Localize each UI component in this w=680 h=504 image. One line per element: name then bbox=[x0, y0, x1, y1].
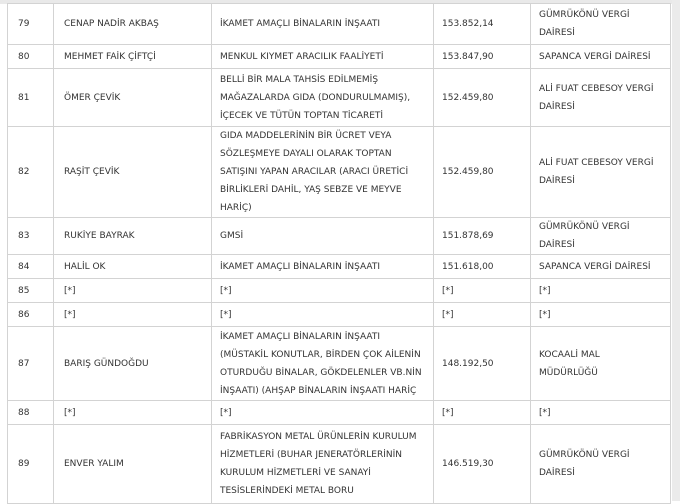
tax-office-cell-line: DAİRESİ bbox=[539, 240, 575, 250]
taxpayer-table-body bbox=[8, 4, 671, 504]
row-number-cell bbox=[8, 127, 54, 218]
tax-office-cell bbox=[531, 69, 671, 127]
row-number-cell-text: 86 bbox=[18, 309, 30, 320]
tax-office-cell-line: DAİRESİ bbox=[539, 468, 575, 478]
tax-office-cell bbox=[531, 255, 671, 279]
row-number-cell bbox=[8, 401, 54, 425]
vertical-scrollbar[interactable] bbox=[672, 0, 680, 501]
row-number-cell-text: 79 bbox=[18, 19, 30, 29]
tax-amount-cell bbox=[434, 255, 531, 279]
activity-cell-line: KURULUM HİZMETLERİ VE SANAYİ bbox=[220, 468, 371, 478]
row-number-cell bbox=[8, 45, 54, 69]
activity-cell-line: BELLİ BİR MALA TAHSİS EDİLMEMİŞ bbox=[220, 74, 379, 85]
taxpayer-name-cell bbox=[54, 255, 212, 279]
table-row bbox=[8, 127, 671, 218]
table-row bbox=[8, 218, 671, 255]
tax-amount-cell bbox=[434, 279, 531, 303]
activity-cell-line: [*] bbox=[220, 285, 232, 296]
row-number-cell-text: 80 bbox=[18, 51, 30, 62]
tax-amount-cell bbox=[434, 45, 531, 69]
taxpayer-name-cell-text: [*] bbox=[64, 285, 76, 296]
activity-cell-line: İÇECEK VE TÜTÜN TOPTAN TİCARETİ bbox=[220, 110, 384, 121]
activity-cell-line: İKAMET AMAÇLI BİNALARIN İNŞAATI bbox=[220, 19, 380, 29]
row-number-cell bbox=[8, 279, 54, 303]
activity-cell bbox=[212, 279, 434, 303]
tax-office-cell-line: [*] bbox=[539, 309, 551, 320]
tax-amount-cell-text: 152.459,80 bbox=[442, 92, 494, 103]
table-row bbox=[8, 69, 671, 127]
tax-amount-cell bbox=[434, 303, 531, 327]
activity-cell bbox=[212, 127, 434, 218]
tax-office-cell bbox=[531, 303, 671, 327]
tax-office-cell-line: KOCAALİ MAL bbox=[539, 349, 600, 360]
tax-amount-cell-text: 152.459,80 bbox=[442, 167, 494, 177]
row-number-cell-text: 88 bbox=[18, 407, 30, 418]
taxpayer-name-cell bbox=[54, 127, 212, 218]
activity-cell bbox=[212, 303, 434, 327]
tax-office-cell bbox=[531, 218, 671, 255]
activity-cell bbox=[212, 69, 434, 127]
tax-office-cell-line: ALİ FUAT CEBESOY VERGİ bbox=[539, 158, 654, 168]
table-row bbox=[8, 45, 671, 69]
row-number-cell-text: 89 bbox=[18, 459, 30, 469]
activity-cell-line: TESİSLERİNDEKİ METAL BORU bbox=[220, 486, 354, 496]
activity-cell-line: OTURDUĞU BİNALAR, GÖKDELENLER VB.NİN bbox=[220, 367, 422, 378]
tax-amount-cell-text: [*] bbox=[442, 285, 454, 296]
taxpayer-table bbox=[7, 3, 671, 504]
taxpayer-name-cell bbox=[54, 69, 212, 127]
taxpayer-name-cell bbox=[54, 327, 212, 401]
tax-amount-cell bbox=[434, 4, 531, 45]
tax-office-cell bbox=[531, 327, 671, 401]
tax-office-cell-line: [*] bbox=[539, 285, 551, 296]
taxpayer-name-cell-text: RUKİYE BAYRAK bbox=[64, 231, 135, 241]
tax-amount-cell-text: [*] bbox=[442, 407, 454, 418]
row-number-cell bbox=[8, 425, 54, 504]
taxpayer-name-cell-text: BARIŞ GÜNDOĞDU bbox=[64, 358, 149, 369]
tax-office-cell-line: SAPANCA VERGİ DAİRESİ bbox=[539, 261, 651, 272]
table-row bbox=[8, 255, 671, 279]
table-row bbox=[8, 279, 671, 303]
activity-cell bbox=[212, 255, 434, 279]
row-number-cell bbox=[8, 4, 54, 45]
row-number-cell-text: 81 bbox=[18, 92, 30, 103]
tax-office-cell-line: DAİRESİ bbox=[539, 101, 575, 112]
tax-amount-cell-text: 148.192,50 bbox=[442, 358, 494, 369]
tax-amount-cell bbox=[434, 69, 531, 127]
row-number-cell bbox=[8, 218, 54, 255]
tax-amount-cell bbox=[434, 425, 531, 504]
tax-amount-cell-text: [*] bbox=[442, 309, 454, 320]
row-number-cell-text: 84 bbox=[18, 261, 30, 272]
taxpayer-name-cell-text: HALİL OK bbox=[64, 261, 106, 272]
tax-office-cell bbox=[531, 279, 671, 303]
activity-cell bbox=[212, 45, 434, 69]
activity-cell-line: BİRLİKLERİ DAHİL, YAŞ SEBZE VE MEYVE bbox=[220, 185, 402, 195]
tax-office-cell-line: ALİ FUAT CEBESOY VERGİ bbox=[539, 83, 654, 94]
taxpayer-name-cell bbox=[54, 303, 212, 327]
tax-office-cell-line: GÜMRÜKÖNÜ VERGİ bbox=[539, 10, 630, 20]
tax-amount-cell bbox=[434, 327, 531, 401]
tax-office-cell-line: DAİRESİ bbox=[539, 176, 575, 186]
activity-cell bbox=[212, 401, 434, 425]
row-number-cell bbox=[8, 303, 54, 327]
row-number-cell-text: 85 bbox=[18, 285, 30, 296]
activity-cell bbox=[212, 4, 434, 45]
tax-amount-cell-text: 151.618,00 bbox=[442, 261, 494, 272]
row-number-cell-text: 82 bbox=[18, 167, 30, 177]
activity-cell-line: GMSİ bbox=[220, 231, 244, 241]
taxpayer-name-cell-text: [*] bbox=[64, 407, 76, 418]
row-number-cell-text: 87 bbox=[18, 358, 30, 369]
table-row bbox=[8, 425, 671, 504]
tax-office-cell-line: SAPANCA VERGİ DAİRESİ bbox=[539, 51, 651, 62]
activity-cell-line: [*] bbox=[220, 407, 232, 418]
activity-cell-line: [*] bbox=[220, 309, 232, 320]
taxpayer-name-cell-text: ENVER YALIM bbox=[64, 459, 124, 469]
activity-cell-line: MENKUL KIYMET ARACILIK FAALİYETİ bbox=[220, 51, 384, 62]
table-row bbox=[8, 303, 671, 327]
table-row bbox=[8, 327, 671, 401]
tax-amount-cell-text: 153.852,14 bbox=[442, 19, 494, 29]
taxpayer-name-cell bbox=[54, 45, 212, 69]
activity-cell bbox=[212, 425, 434, 504]
row-number-cell bbox=[8, 327, 54, 401]
taxpayer-name-cell-text: MEHMET FAİK ÇİFTÇİ bbox=[64, 51, 156, 62]
taxpayer-name-cell-text: ÖMER ÇEVİK bbox=[64, 92, 121, 103]
taxpayer-name-cell bbox=[54, 218, 212, 255]
row-number-cell bbox=[8, 69, 54, 127]
activity-cell-line: SÖZLEŞMEYE DAYALI OLARAK TOPTAN bbox=[220, 149, 392, 159]
taxpayer-name-cell bbox=[54, 425, 212, 504]
activity-cell-line: HARİÇ) bbox=[220, 203, 252, 213]
tax-office-cell-line: DAİRESİ bbox=[539, 28, 575, 38]
taxpayer-name-cell-text: CENAP NADİR AKBAŞ bbox=[64, 19, 159, 29]
tax-amount-cell bbox=[434, 401, 531, 425]
row-number-cell-text: 83 bbox=[18, 231, 30, 241]
activity-cell bbox=[212, 218, 434, 255]
activity-cell-line: İNŞAATI) (AHŞAP BİNALARIN İNŞAATI HARİÇ bbox=[220, 385, 417, 396]
tax-amount-cell bbox=[434, 127, 531, 218]
tax-amount-cell-text: 151.878,69 bbox=[442, 231, 494, 241]
tax-amount-cell-text: 153.847,90 bbox=[442, 51, 494, 62]
tax-office-cell-line: MÜDÜRLÜĞÜ bbox=[539, 367, 598, 378]
taxpayer-name-cell bbox=[54, 279, 212, 303]
activity-cell-line: GIDA MADDELERİNİN BİR ÜCRET VEYA bbox=[220, 131, 392, 141]
row-number-cell bbox=[8, 255, 54, 279]
tax-office-cell bbox=[531, 127, 671, 218]
tax-office-cell-line: GÜMRÜKÖNÜ VERGİ bbox=[539, 222, 630, 232]
activity-cell-line: İKAMET AMAÇLI BİNALARIN İNŞAATI bbox=[220, 331, 380, 342]
activity-cell-line: SATIŞINI YAPAN ARACILAR (ARACI ÜRETİCİ bbox=[220, 167, 409, 177]
activity-cell-line: MAĞAZALARDA GIDA (DONDURULMAMIŞ), bbox=[220, 92, 411, 103]
tax-office-cell bbox=[531, 45, 671, 69]
tax-office-cell bbox=[531, 425, 671, 504]
taxpayer-name-cell-text: [*] bbox=[64, 309, 76, 320]
tax-office-cell bbox=[531, 401, 671, 425]
taxpayer-name-cell-text: RAŞİT ÇEVİK bbox=[64, 167, 120, 177]
activity-cell-line: (MÜSTAKİL KONUTLAR, BİRDEN ÇOK AİLENİN bbox=[220, 349, 421, 360]
activity-cell-line: İKAMET AMAÇLI BİNALARIN İNŞAATI bbox=[220, 261, 380, 272]
activity-cell-line: FABRİKASYON METAL ÜRÜNLERİN KURULUM bbox=[220, 432, 417, 442]
taxpayer-name-cell bbox=[54, 4, 212, 45]
tax-amount-cell-text: 146.519,30 bbox=[442, 459, 494, 469]
activity-cell bbox=[212, 327, 434, 401]
table-row bbox=[8, 401, 671, 425]
tax-office-cell-line: GÜMRÜKÖNÜ VERGİ bbox=[539, 450, 630, 460]
tax-amount-cell bbox=[434, 218, 531, 255]
tax-office-cell-line: [*] bbox=[539, 407, 551, 418]
taxpayer-name-cell bbox=[54, 401, 212, 425]
activity-cell-line: HİZMETLERİ (BUHAR JENERATÖRLERİNİN bbox=[220, 450, 402, 460]
tax-office-cell bbox=[531, 4, 671, 45]
table-row bbox=[8, 4, 671, 45]
